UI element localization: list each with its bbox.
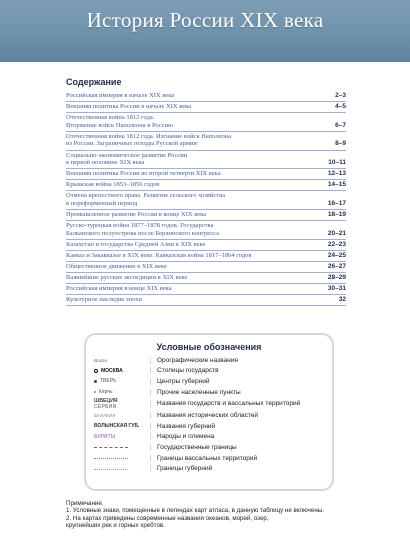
toc-item-text: Казахстан и государства Средней Азии в XIX веке	[66, 240, 206, 248]
legend-symbol-text: ТВЕРЬ	[100, 378, 117, 385]
toc-item-pages: 28–29	[327, 274, 346, 282]
toc-item[interactable]	[66, 295, 346, 306]
legend-panel	[84, 333, 334, 491]
legend-desc: Названия исторических областей	[150, 412, 258, 419]
legend-symbol	[94, 398, 150, 410]
toc-item-pages: 30–31	[327, 285, 346, 293]
legend-symbol	[94, 444, 150, 450]
legend-desc: Названия губерний	[150, 423, 215, 430]
header-banner	[0, 0, 410, 62]
toc-item-text: Внешняя политика России во второй четверти XIX века	[66, 170, 221, 178]
toc-item-pages: 4–5	[335, 103, 346, 111]
toc-item-text: Российская империя в начале XIX века	[66, 92, 175, 99]
toc-item[interactable]	[66, 284, 346, 295]
toc-item[interactable]	[66, 113, 346, 132]
legend-symbol	[94, 378, 150, 384]
legend-symbol-text: ШВЕЦИЯ	[94, 397, 118, 404]
toc-item[interactable]	[66, 191, 346, 210]
legend-row	[94, 366, 330, 377]
toc-item-pages: 8–9	[335, 140, 346, 148]
toc-item-text: Кавказ и Закавказье в XIX веке. Кавказская война 1817–1864 годов	[66, 252, 252, 259]
legend-symbol	[94, 389, 150, 395]
toc-item-pages: 14–15	[327, 181, 346, 189]
toc-item-pages: 16–17	[327, 200, 346, 208]
toc-item-text: Промышленное развитие России в конце XIX века	[66, 211, 207, 219]
toc-item-text: Отечественная война 1812 года. Вторжение войск Наполеона в Россию	[66, 114, 173, 129]
toc-item-text: Культурное наследие эпохи	[66, 296, 143, 304]
legend-row	[94, 410, 330, 421]
legend-desc: Центры губерний	[150, 378, 210, 385]
legend-row	[94, 421, 330, 432]
legend-symbol	[94, 466, 150, 472]
toc-item-pages: 6–7	[335, 121, 346, 129]
legend-desc: Границы губерний	[150, 465, 212, 472]
legend-desc: Прочие населенные пункты	[150, 389, 241, 396]
toc-item-pages: 22–23	[327, 240, 346, 248]
legend-desc: Государственные границы	[150, 444, 237, 451]
toc-item-pages: 10–11	[328, 159, 346, 167]
note-line: 1. Условные знаки, помещенные в легендах карт атласа, в данную таблицу не включены.	[66, 507, 324, 515]
note-line: 2. На картах приведены современные названия океанов, морей, озер, крупнейших рек и горных хребтов.	[66, 514, 269, 530]
legend-desc: Орографические названия	[150, 357, 238, 364]
province-center-dot-icon	[94, 380, 97, 383]
legend-row	[94, 442, 330, 453]
legend-row	[94, 453, 330, 464]
legend-symbol-text: Керчь	[99, 389, 113, 396]
legend-row	[94, 387, 330, 398]
toc-item-text: Внешняя политика России в начале XIX века	[66, 103, 192, 111]
legend-symbol: БАЛАКИЯ	[94, 413, 116, 419]
toc-item[interactable]	[66, 221, 346, 240]
toc-item[interactable]	[66, 180, 346, 191]
toc-item-text: Русско-турецкая война 1877–1878 годов. Государства Балканского полуострова после Берлинского конгресса	[66, 222, 219, 237]
toc-item[interactable]	[66, 210, 346, 221]
legend-desc: Столицы государств	[150, 367, 219, 374]
notes-heading: Примечание.	[66, 500, 104, 507]
toc-item-text: Отмена крепостного права. Развитие сельского хозяйства в пореформенный период	[66, 192, 225, 208]
legend-symbol: БУРЯТЫ	[94, 433, 116, 440]
toc-item-pages: 24–25	[327, 252, 346, 259]
state-border-line-icon	[94, 447, 128, 448]
page-title: История России XIX века	[86, 8, 324, 32]
legend-row	[94, 376, 330, 387]
toc-item[interactable]	[66, 151, 346, 170]
legend-row	[94, 432, 330, 443]
notes	[66, 500, 366, 530]
toc-item[interactable]	[66, 262, 346, 273]
legend-symbol	[94, 455, 150, 461]
settlement-dot-icon	[94, 391, 96, 393]
legend-desc: Границы вассальных территорий	[150, 455, 257, 462]
legend-row	[94, 397, 330, 410]
province-border-line-icon	[94, 469, 128, 470]
toc-item-text: Отечественная война 1812 года. Изгнание войск Наполеона из России. Заграничные походы Русской армии	[66, 132, 232, 148]
toc-item-text: Важнейшие русские экспедиции в XIX веке	[66, 274, 188, 282]
toc-item-pages: 20–21	[327, 229, 346, 237]
toc-item-text: Общественное движение в XIX веке	[66, 263, 167, 271]
toc-item[interactable]	[66, 251, 346, 262]
legend-title: Условные обозначения	[156, 342, 262, 352]
toc-item-pages: 26–27	[327, 263, 346, 271]
toc-item[interactable]	[66, 169, 346, 180]
toc-item[interactable]	[66, 240, 346, 251]
legend-rows	[94, 355, 330, 474]
capital-dot-icon	[94, 369, 98, 373]
legend-symbol	[94, 368, 150, 374]
legend-row	[94, 463, 330, 474]
vassal-border-line-icon	[94, 458, 128, 459]
toc-heading: Содержание	[66, 77, 122, 87]
toc-item[interactable]	[66, 102, 346, 113]
toc-item-pages: 18–19	[327, 211, 346, 219]
toc-item-pages: 32	[338, 296, 346, 304]
legend-desc: Названия государств и вассальных территорий	[150, 400, 300, 407]
toc-item[interactable]	[66, 132, 346, 151]
legend-symbol: Волга	[94, 357, 107, 363]
toc-item-pages: 12–13	[327, 170, 346, 178]
legend-row	[94, 355, 330, 366]
legend-symbol-text: МОСКВА	[101, 367, 123, 374]
toc-item-text: Социально-экономическое развитие России в первой половине XIX века	[66, 151, 188, 167]
legend-symbol: ВОЛЫНСКАЯ ГУБ.	[94, 423, 140, 430]
toc-item-text: Российская империя в конце XIX века	[66, 285, 172, 293]
toc-item[interactable]	[66, 273, 346, 284]
legend-symbol-text: СЕРБИЯ	[94, 403, 117, 410]
toc-list	[66, 91, 346, 306]
legend-desc: Народы и племена	[150, 433, 214, 440]
toc-item-text: Крымская война 1853–1856 годов	[66, 181, 160, 189]
toc-item-pages: 2–3	[335, 92, 346, 99]
toc-item[interactable]	[66, 91, 346, 102]
